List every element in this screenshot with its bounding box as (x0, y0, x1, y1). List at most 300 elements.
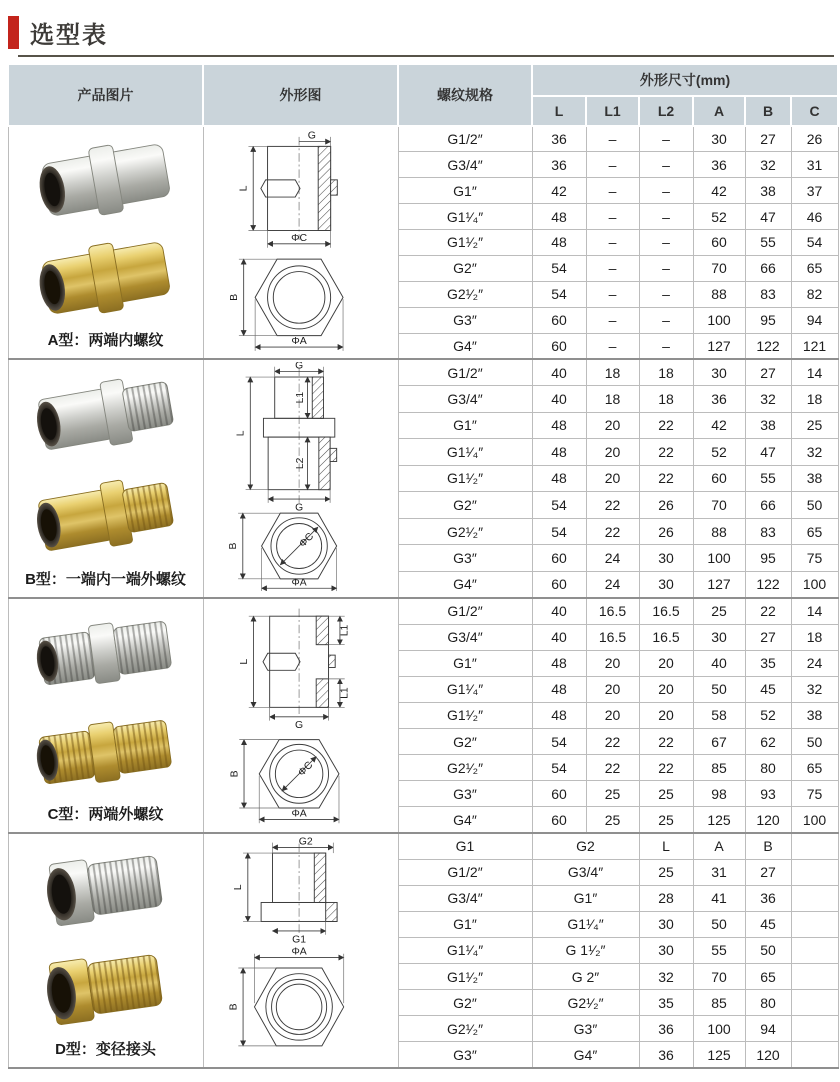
page-header (0, 0, 840, 50)
spec-cell: G3/4″ (398, 885, 532, 911)
value-cell: 38 (791, 702, 838, 728)
product-photos-a (8, 126, 203, 359)
value-cell: – (639, 126, 693, 152)
value-cell: 42 (532, 178, 586, 204)
value-cell: 65 (745, 964, 791, 990)
value-cell: 32 (745, 152, 791, 178)
value-cell: 60 (532, 781, 586, 807)
product-photos-b (8, 359, 203, 598)
value-cell: 36 (532, 126, 586, 152)
empty-cell (791, 990, 838, 1016)
value-cell: G1¹⁄₄″ (532, 911, 639, 937)
value-cell: 20 (586, 702, 639, 728)
value-cell: 20 (639, 650, 693, 676)
value-cell: 36 (532, 152, 586, 178)
spec-cell: G3/4″ (398, 152, 532, 178)
value-cell: 30 (693, 359, 745, 386)
spec-cell: G2¹⁄₂″ (398, 1016, 532, 1042)
value-cell: 54 (532, 492, 586, 519)
value-cell: 85 (693, 755, 745, 781)
dim-label-g: G (294, 720, 303, 732)
value-cell: 22 (586, 492, 639, 519)
spec-cell: G1″ (398, 650, 532, 676)
title-accent-bar (8, 16, 19, 49)
value-cell: – (586, 178, 639, 204)
value-cell: 25 (586, 781, 639, 807)
spec-cell: G3″ (398, 781, 532, 807)
value-cell: – (586, 230, 639, 256)
value-cell: 22 (586, 518, 639, 545)
dim-label-g1: G1 (291, 934, 306, 946)
value-cell: G2 (532, 833, 639, 859)
value-cell: 36 (745, 885, 791, 911)
value-cell: 46 (791, 204, 838, 230)
value-cell: 100 (693, 545, 745, 572)
dim-label-l: L (237, 185, 250, 192)
product-photo-gold-bushing (26, 939, 186, 1033)
value-cell: 55 (745, 230, 791, 256)
spec-cell: G1¹⁄₂″ (398, 230, 532, 256)
value-cell: 54 (532, 255, 586, 281)
value-cell: 94 (745, 1016, 791, 1042)
value-cell: 65 (791, 255, 838, 281)
value-cell: A (693, 833, 745, 859)
spec-cell: G1 (398, 833, 532, 859)
value-cell: 25 (639, 781, 693, 807)
value-cell: 48 (532, 702, 586, 728)
dim-label-phi-c: ΦC (290, 232, 307, 244)
value-cell: 20 (586, 439, 639, 466)
outline-drawing-cell-b (203, 359, 398, 598)
value-cell: 45 (745, 911, 791, 937)
value-cell: 30 (639, 545, 693, 572)
spec-cell: G3/4″ (398, 624, 532, 650)
col-header-dimensions-group: 外形尺寸(mm) (532, 64, 838, 96)
value-cell: 55 (745, 465, 791, 492)
value-cell: 16.5 (639, 624, 693, 650)
product-photo-silver-nipple (26, 605, 186, 699)
spec-cell: G1¹⁄₄″ (398, 937, 532, 963)
value-cell: 120 (745, 1042, 791, 1068)
dim-label-l: L (235, 430, 247, 437)
col-header-drawing: 外形图 (203, 64, 398, 126)
value-cell: 125 (693, 1042, 745, 1068)
empty-cell (791, 937, 838, 963)
value-cell: – (639, 255, 693, 281)
value-cell: G 1¹⁄₂″ (532, 937, 639, 963)
value-cell: 70 (693, 492, 745, 519)
value-cell: 100 (791, 571, 838, 598)
value-cell: G3″ (532, 1016, 639, 1042)
value-cell: 16.5 (586, 598, 639, 624)
value-cell: 95 (745, 545, 791, 572)
value-cell: 35 (745, 650, 791, 676)
value-cell: 48 (532, 465, 586, 492)
value-cell: 66 (745, 255, 791, 281)
value-cell: 37 (791, 178, 838, 204)
empty-cell (791, 1042, 838, 1068)
value-cell: 80 (745, 990, 791, 1016)
type-label-d: D型：变径接头 (55, 1041, 156, 1058)
value-cell: 60 (532, 307, 586, 333)
value-cell: 40 (532, 359, 586, 386)
value-cell: 67 (693, 729, 745, 755)
value-cell: 36 (693, 152, 745, 178)
dim-label-l2: L2 (294, 457, 306, 470)
product-photo-gold-coupling (26, 231, 186, 325)
dim-label-phi-a: ΦA (290, 946, 307, 958)
section-c (8, 598, 838, 833)
type-label-b: B型：一端内一端外螺纹 (25, 571, 186, 588)
dim-label-b: B (228, 770, 240, 778)
type-label-c: C型：两端外螺纹 (47, 806, 164, 823)
value-cell: 27 (745, 859, 791, 885)
value-cell: 36 (639, 1016, 693, 1042)
value-cell: 54 (532, 755, 586, 781)
value-cell: 88 (693, 518, 745, 545)
value-cell: – (639, 204, 693, 230)
value-cell: 75 (791, 781, 838, 807)
value-cell: G4″ (532, 1042, 639, 1068)
spec-cell: G1¹⁄₂″ (398, 702, 532, 728)
value-cell: 42 (693, 178, 745, 204)
col-header-c: C (791, 96, 838, 126)
value-cell: 27 (745, 126, 791, 152)
title-divider (18, 55, 834, 57)
value-cell: 26 (791, 126, 838, 152)
table-row (8, 126, 838, 152)
value-cell: 22 (639, 755, 693, 781)
spec-cell: G1¹⁄₄″ (398, 676, 532, 702)
value-cell: 54 (532, 281, 586, 307)
value-cell: 95 (745, 307, 791, 333)
value-cell: 60 (532, 571, 586, 598)
empty-cell (791, 911, 838, 937)
value-cell: 48 (532, 676, 586, 702)
product-photos-d (8, 833, 203, 1068)
value-cell: 22 (639, 729, 693, 755)
value-cell: 18 (586, 386, 639, 413)
value-cell: 120 (745, 807, 791, 833)
value-cell: 100 (693, 1016, 745, 1042)
value-cell: G 2″ (532, 964, 639, 990)
value-cell: 26 (639, 518, 693, 545)
value-cell: 48 (532, 230, 586, 256)
value-cell: – (586, 333, 639, 359)
spec-cell: G2″ (398, 492, 532, 519)
value-cell: 100 (693, 307, 745, 333)
value-cell: 58 (693, 702, 745, 728)
table-row (8, 598, 838, 624)
spec-cell: G2¹⁄₂″ (398, 755, 532, 781)
value-cell: 18 (791, 624, 838, 650)
spec-cell: G3″ (398, 1042, 532, 1068)
value-cell: 60 (693, 230, 745, 256)
value-cell: 60 (693, 465, 745, 492)
outline-drawing-a (215, 129, 387, 353)
dim-label-g-top: G (294, 362, 303, 372)
value-cell: 30 (639, 937, 693, 963)
value-cell: 22 (639, 465, 693, 492)
outline-drawing-d (215, 836, 387, 1062)
dim-label-g2: G2 (298, 836, 313, 848)
value-cell: 45 (745, 676, 791, 702)
value-cell: B (745, 833, 791, 859)
value-cell: 60 (532, 807, 586, 833)
value-cell: 14 (791, 359, 838, 386)
value-cell: 18 (639, 359, 693, 386)
dim-label-phi-c: ΦC (295, 759, 315, 779)
value-cell: 65 (791, 518, 838, 545)
dim-label-l1-top: L1 (339, 624, 351, 637)
spec-cell: G1″ (398, 412, 532, 439)
value-cell: 32 (745, 386, 791, 413)
spec-cell: G1/2″ (398, 598, 532, 624)
dim-label-l: L (232, 884, 244, 891)
spec-cell: G4″ (398, 571, 532, 598)
value-cell: 94 (791, 307, 838, 333)
outline-drawing-cell-d (203, 833, 398, 1068)
value-cell: 32 (791, 676, 838, 702)
value-cell: 25 (693, 598, 745, 624)
value-cell: 100 (791, 807, 838, 833)
value-cell: 54 (532, 729, 586, 755)
product-photos-c (8, 598, 203, 833)
product-photo-silver-bushing (26, 840, 186, 934)
value-cell: 60 (532, 545, 586, 572)
value-cell: 32 (639, 964, 693, 990)
value-cell: 93 (745, 781, 791, 807)
value-cell: 52 (693, 204, 745, 230)
value-cell: 42 (693, 412, 745, 439)
col-header-a: A (693, 96, 745, 126)
value-cell: – (639, 230, 693, 256)
value-cell: 70 (693, 255, 745, 281)
value-cell: 36 (693, 386, 745, 413)
value-cell: – (586, 204, 639, 230)
value-cell: – (639, 333, 693, 359)
value-cell: 38 (791, 465, 838, 492)
value-cell: 80 (745, 755, 791, 781)
value-cell: 60 (532, 333, 586, 359)
table-row (8, 359, 838, 386)
value-cell: 47 (745, 204, 791, 230)
empty-cell (791, 964, 838, 990)
value-cell: 75 (791, 545, 838, 572)
value-cell: 32 (791, 439, 838, 466)
value-cell: 22 (586, 729, 639, 755)
value-cell: 54 (791, 230, 838, 256)
selection-table (7, 63, 839, 1069)
value-cell: 48 (532, 204, 586, 230)
dim-label-b: B (227, 293, 240, 301)
dim-label-l1: L1 (294, 391, 306, 404)
value-cell: 127 (693, 571, 745, 598)
product-photo-gold-adapter (26, 467, 186, 561)
value-cell: 38 (745, 178, 791, 204)
value-cell: 20 (586, 676, 639, 702)
value-cell: 54 (532, 518, 586, 545)
value-cell: 50 (745, 937, 791, 963)
value-cell: 50 (693, 911, 745, 937)
value-cell: 48 (532, 412, 586, 439)
table-header (8, 64, 838, 126)
value-cell: 20 (639, 702, 693, 728)
value-cell: – (586, 307, 639, 333)
spec-cell: G2¹⁄₂″ (398, 281, 532, 307)
table-row (8, 833, 838, 859)
value-cell: – (586, 255, 639, 281)
spec-cell: G3″ (398, 307, 532, 333)
value-cell: – (639, 281, 693, 307)
empty-cell (791, 833, 838, 859)
spec-cell: G1/2″ (398, 126, 532, 152)
outline-drawing-cell-c (203, 598, 398, 833)
dim-label-g: G (307, 129, 316, 142)
value-cell: 40 (532, 598, 586, 624)
empty-cell (791, 885, 838, 911)
value-cell: 24 (791, 650, 838, 676)
outline-drawing-b (215, 362, 387, 592)
value-cell: 50 (791, 729, 838, 755)
value-cell: 30 (639, 911, 693, 937)
value-cell: 127 (693, 333, 745, 359)
spec-cell: G1″ (398, 178, 532, 204)
spec-cell: G1¹⁄₄″ (398, 204, 532, 230)
value-cell: 70 (693, 964, 745, 990)
empty-cell (791, 859, 838, 885)
value-cell: 55 (693, 937, 745, 963)
dim-label-l1-bottom: L1 (339, 687, 351, 699)
spec-cell: G1/2″ (398, 359, 532, 386)
value-cell: G3/4″ (532, 859, 639, 885)
value-cell: 25 (586, 807, 639, 833)
value-cell: 20 (586, 412, 639, 439)
value-cell: 85 (693, 990, 745, 1016)
value-cell: 31 (693, 859, 745, 885)
value-cell: – (586, 152, 639, 178)
value-cell: – (639, 152, 693, 178)
spec-cell: G1¹⁄₂″ (398, 465, 532, 492)
value-cell: 48 (532, 650, 586, 676)
spec-cell: G4″ (398, 807, 532, 833)
value-cell: 22 (745, 598, 791, 624)
value-cell: 122 (745, 571, 791, 598)
dim-label-b: B (227, 542, 239, 550)
col-header-b: B (745, 96, 791, 126)
value-cell: 20 (586, 650, 639, 676)
value-cell: 22 (639, 439, 693, 466)
value-cell: 36 (639, 1042, 693, 1068)
value-cell: 30 (639, 571, 693, 598)
value-cell: 18 (791, 386, 838, 413)
value-cell: 52 (693, 439, 745, 466)
value-cell: 25 (639, 807, 693, 833)
table-header-row-1 (8, 64, 838, 96)
spec-cell: G3/4″ (398, 386, 532, 413)
value-cell: 66 (745, 492, 791, 519)
spec-cell: G1/2″ (398, 859, 532, 885)
value-cell: 62 (745, 729, 791, 755)
value-cell: 83 (745, 518, 791, 545)
section-b (8, 359, 838, 598)
spec-cell: G2″ (398, 255, 532, 281)
col-header-l1: L1 (586, 96, 639, 126)
value-cell: 28 (639, 885, 693, 911)
spec-cell: G1″ (398, 911, 532, 937)
dim-label-phi-a: ΦA (290, 335, 307, 348)
value-cell: 88 (693, 281, 745, 307)
type-label-a: A型：两端内螺纹 (47, 332, 164, 349)
value-cell: 41 (693, 885, 745, 911)
dim-label-g-bottom: G (294, 502, 303, 514)
section-d (8, 833, 838, 1068)
product-photo-silver-adapter (26, 366, 186, 460)
value-cell: 16.5 (586, 624, 639, 650)
value-cell: – (639, 178, 693, 204)
value-cell: 24 (586, 545, 639, 572)
value-cell: 47 (745, 439, 791, 466)
value-cell: 35 (639, 990, 693, 1016)
product-photo-gold-nipple (26, 704, 186, 798)
value-cell: 38 (745, 412, 791, 439)
value-cell: G1″ (532, 885, 639, 911)
empty-cell (791, 1016, 838, 1042)
col-header-spec: 螺纹规格 (398, 64, 532, 126)
value-cell: – (586, 281, 639, 307)
value-cell: 48 (532, 439, 586, 466)
value-cell: 65 (791, 755, 838, 781)
value-cell: 50 (693, 676, 745, 702)
value-cell: L (639, 833, 693, 859)
value-cell: 27 (745, 624, 791, 650)
value-cell: G2¹⁄₂″ (532, 990, 639, 1016)
col-header-product: 产品图片 (8, 64, 203, 126)
dim-label-phi-a: ΦA (290, 808, 307, 820)
section-a (8, 126, 838, 359)
page-title: 选型表 (30, 22, 108, 49)
spec-cell: G1¹⁄₂″ (398, 964, 532, 990)
value-cell: 25 (791, 412, 838, 439)
value-cell: 18 (586, 359, 639, 386)
spec-cell: G2″ (398, 729, 532, 755)
value-cell: 122 (745, 333, 791, 359)
value-cell: 24 (586, 571, 639, 598)
value-cell: 20 (639, 676, 693, 702)
spec-cell: G4″ (398, 333, 532, 359)
col-header-l: L (532, 96, 586, 126)
value-cell: 16.5 (639, 598, 693, 624)
value-cell: 98 (693, 781, 745, 807)
value-cell: 25 (639, 859, 693, 885)
value-cell: 14 (791, 598, 838, 624)
value-cell: 30 (693, 126, 745, 152)
value-cell: 31 (791, 152, 838, 178)
value-cell: 40 (693, 650, 745, 676)
value-cell: 26 (639, 492, 693, 519)
outline-drawing-c (215, 601, 387, 827)
dim-label-l: L (238, 658, 250, 665)
spec-cell: G2″ (398, 990, 532, 1016)
value-cell: 40 (532, 386, 586, 413)
value-cell: 40 (532, 624, 586, 650)
value-cell: 30 (693, 624, 745, 650)
outline-drawing-cell-a (203, 126, 398, 359)
value-cell: 52 (745, 702, 791, 728)
spec-cell: G2¹⁄₂″ (398, 518, 532, 545)
value-cell: – (639, 307, 693, 333)
spec-cell: G3″ (398, 545, 532, 572)
